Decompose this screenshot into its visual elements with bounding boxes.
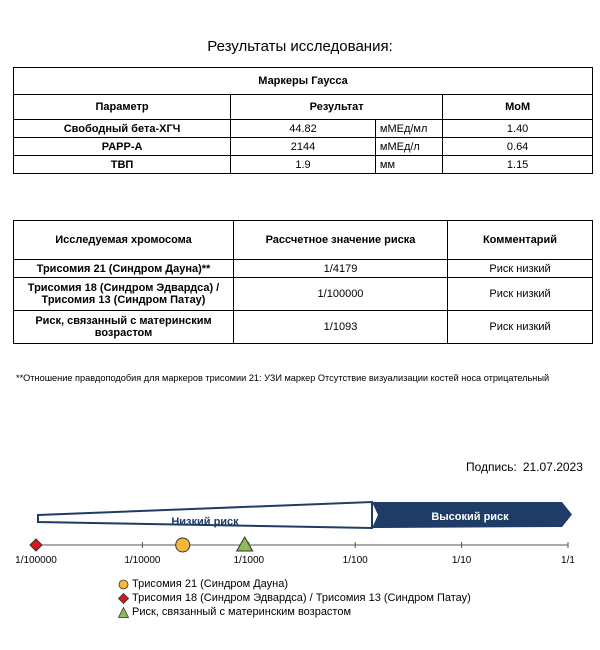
param-name: PAPP-A <box>14 138 231 156</box>
param-mom: 0.64 <box>443 138 593 156</box>
header-param: Параметр <box>14 95 231 120</box>
risk-comment: Риск низкий <box>448 311 593 344</box>
scale-marker-trisomy21 <box>176 538 190 552</box>
low-risk-label: Низкий риск <box>171 516 239 528</box>
risk-comment: Риск низкий <box>448 260 593 278</box>
table-row <box>14 156 593 174</box>
scale-tick-label: 1/10000 <box>124 555 161 566</box>
table-row <box>14 120 593 138</box>
page-title: Результаты исследования: <box>207 38 393 55</box>
scale-tick-label: 1/100000 <box>15 555 57 566</box>
circle-icon <box>118 579 129 590</box>
markers-caption: Маркеры Гаусса <box>14 68 593 95</box>
table-row <box>14 260 593 278</box>
legend-label: Риск, связанный с материнским возрастом <box>132 606 352 618</box>
legend <box>118 577 471 619</box>
param-mom: 1.15 <box>443 156 593 174</box>
scale-marker-trisomy18-13 <box>30 539 42 551</box>
header-chromosome: Исследуемая хромосома <box>14 221 234 260</box>
scale-tick-label: 1/100 <box>342 555 368 566</box>
legend-item <box>118 591 471 605</box>
risk-value: 1/1093 <box>234 311 448 344</box>
scale-marker-maternal-age <box>237 537 253 551</box>
markers-table <box>13 67 593 174</box>
scale-tick-label: 1/1000 <box>233 555 265 566</box>
table-row <box>14 138 593 156</box>
param-name: ТВП <box>14 156 231 174</box>
param-name: Свободный бета-ХГЧ <box>14 120 231 138</box>
table-row <box>14 311 593 344</box>
risk-value: 1/100000 <box>234 278 448 311</box>
legend-item <box>118 577 471 591</box>
legend-label: Трисомия 21 (Синдром Дауна) <box>132 578 289 590</box>
chromosome-name: Трисомия 21 (Синдром Дауна)** <box>14 260 234 278</box>
header-result: Результат <box>231 95 443 120</box>
footnote: **Отношение правдоподобия для маркеров трисомии 21: УЗИ маркер Отсутствие визуализации костей носа отрицательный <box>16 373 550 383</box>
param-unit: мМЕд/л <box>375 138 442 156</box>
triangle-icon <box>118 607 129 618</box>
param-mom: 1.40 <box>443 120 593 138</box>
risk-scale <box>0 490 600 570</box>
param-unit: мМЕд/мл <box>375 120 442 138</box>
diamond-icon <box>118 593 129 604</box>
param-value: 44.82 <box>231 120 376 138</box>
signature-label: Подпись: <box>466 460 517 474</box>
header-comment: Комментарий <box>448 221 593 260</box>
scale-tick-label: 1/1 <box>561 555 575 566</box>
scale-tick-label: 1/10 <box>451 555 472 566</box>
risk-table <box>13 220 593 344</box>
header-mom: MoM <box>443 95 593 120</box>
chromosome-name: Трисомия 18 (Синдром Эдвардса) / Трисомия 13 (Синдром Патау) <box>14 278 234 311</box>
legend-label: Трисомия 18 (Синдром Эдвардса) / Трисомия 13 (Синдром Патау) <box>132 592 471 604</box>
risk-comment: Риск низкий <box>448 278 593 311</box>
param-value: 1.9 <box>231 156 376 174</box>
signature-date: 21.07.2023 <box>522 460 583 474</box>
chromosome-name: Риск, связанный с материнским возрастом <box>14 311 234 344</box>
param-unit: мм <box>375 156 442 174</box>
header-risk: Рассчетное значение риска <box>234 221 448 260</box>
high-risk-label: Высокий риск <box>431 511 509 523</box>
risk-value: 1/4179 <box>234 260 448 278</box>
param-value: 2144 <box>231 138 376 156</box>
table-row <box>14 278 593 311</box>
signature <box>466 460 589 474</box>
legend-item <box>118 605 471 619</box>
